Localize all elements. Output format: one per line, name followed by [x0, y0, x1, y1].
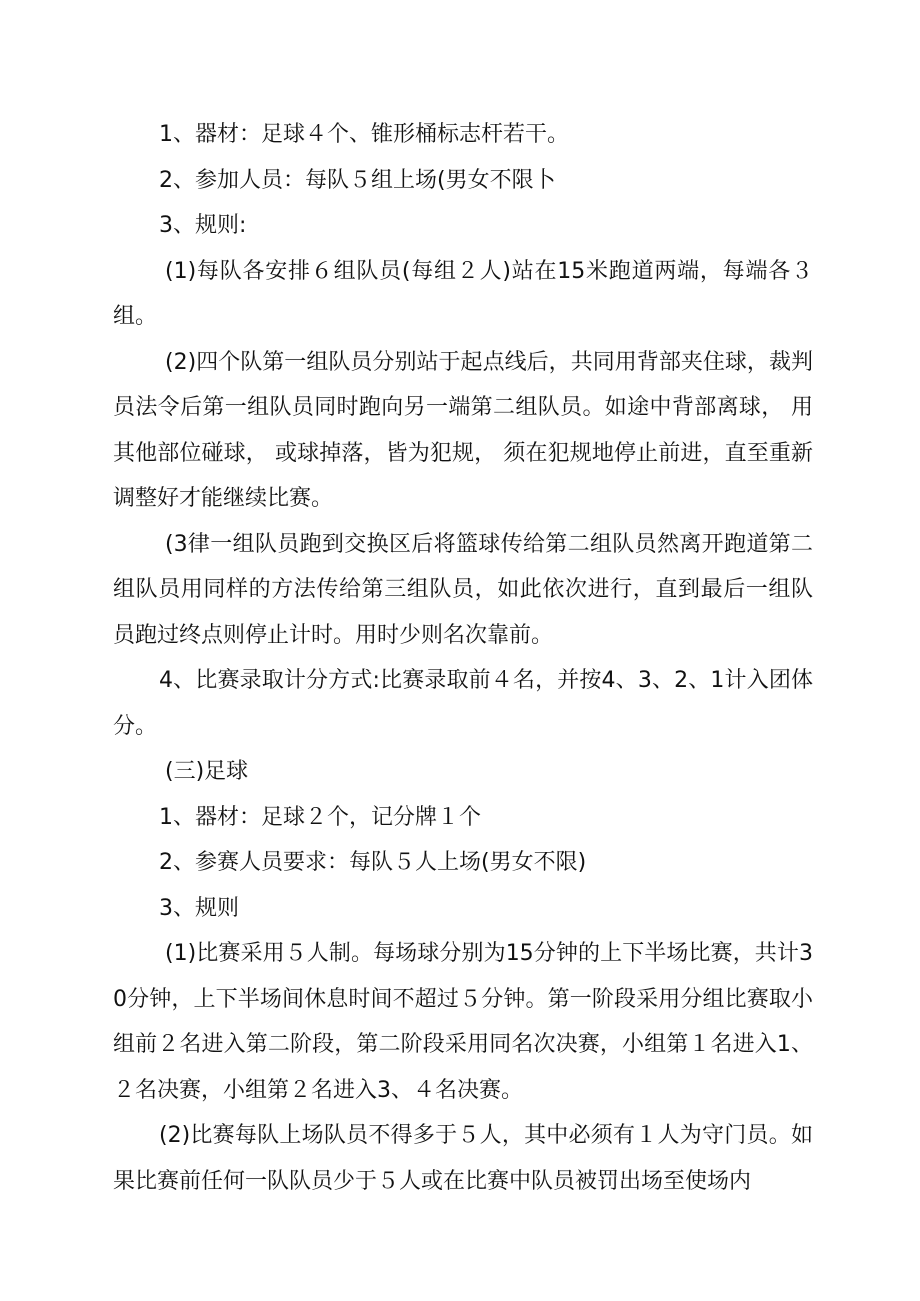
section-heading-football: (三)足球: [165, 759, 249, 784]
paragraph-scoring: 4、比赛录取计分方式:比赛录取前４名，并按4、3、2、1计入团体分。: [113, 668, 813, 739]
paragraph-rule-1-2: (2)四个队第一组队员分别站于起点线后，共同用背部夹住球，裁判员法令后第一组队员同时跑向另一端第二组队员。如途中背部离球， 用其他部位碰球， 或球掉落，皆为犯规， 须在犯规地停止前进，直至重新调整好才能继续比赛。: [113, 349, 813, 511]
paragraph-rule-1-1: (1)每队各安排６组队员(每组２人)站在15米跑道两端，每端各３组。: [113, 258, 813, 329]
paragraph-rules-heading-1: 3、规则:: [159, 213, 247, 238]
paragraph-rule-2-1: (1)比赛采用５人制。每场球分别为15分钟的上下半场比赛，共计30分钟，上下半场间休息时间不超过５分钟。第一阶段采用分组比赛取小组前２名进入第二阶段，第二阶段采用同名次决赛，小组第１名进入1、２名决赛，小组第２名进入3、４名决赛。: [113, 941, 813, 1103]
document-body: [113, 112, 813, 1204]
paragraph-participants-1: 2、参加人员：每队５组上场(男女不限卜: [159, 167, 556, 193]
paragraph-equipment-2: 1、器材：足球２个，记分牌１个: [159, 804, 481, 830]
paragraph-equipment-1: 1、器材：足球４个、锥形桶标志杆若干。: [159, 122, 569, 147]
paragraph-rule-1-3: (3律一组队员跑到交换区后将篮球传给第二组队员然离开跑道第二组队员用同样的方法传给第三组队员，如此依次进行，直到最后一组队员跑过终点则停止计时。用时少则名次靠前。: [113, 531, 813, 648]
paragraph-participants-2: 2、参赛人员要求：每队５人上场(男女不限): [159, 850, 587, 875]
paragraph-rule-2-2: (2)比赛每队上场队员不得多于５人，其中必须有１人为守门员。如果比赛前任何一队队员少于５人或在比赛中队员被罚出场至使场内: [113, 1123, 813, 1194]
paragraph-rules-heading-2: 3、规则: [159, 895, 239, 921]
